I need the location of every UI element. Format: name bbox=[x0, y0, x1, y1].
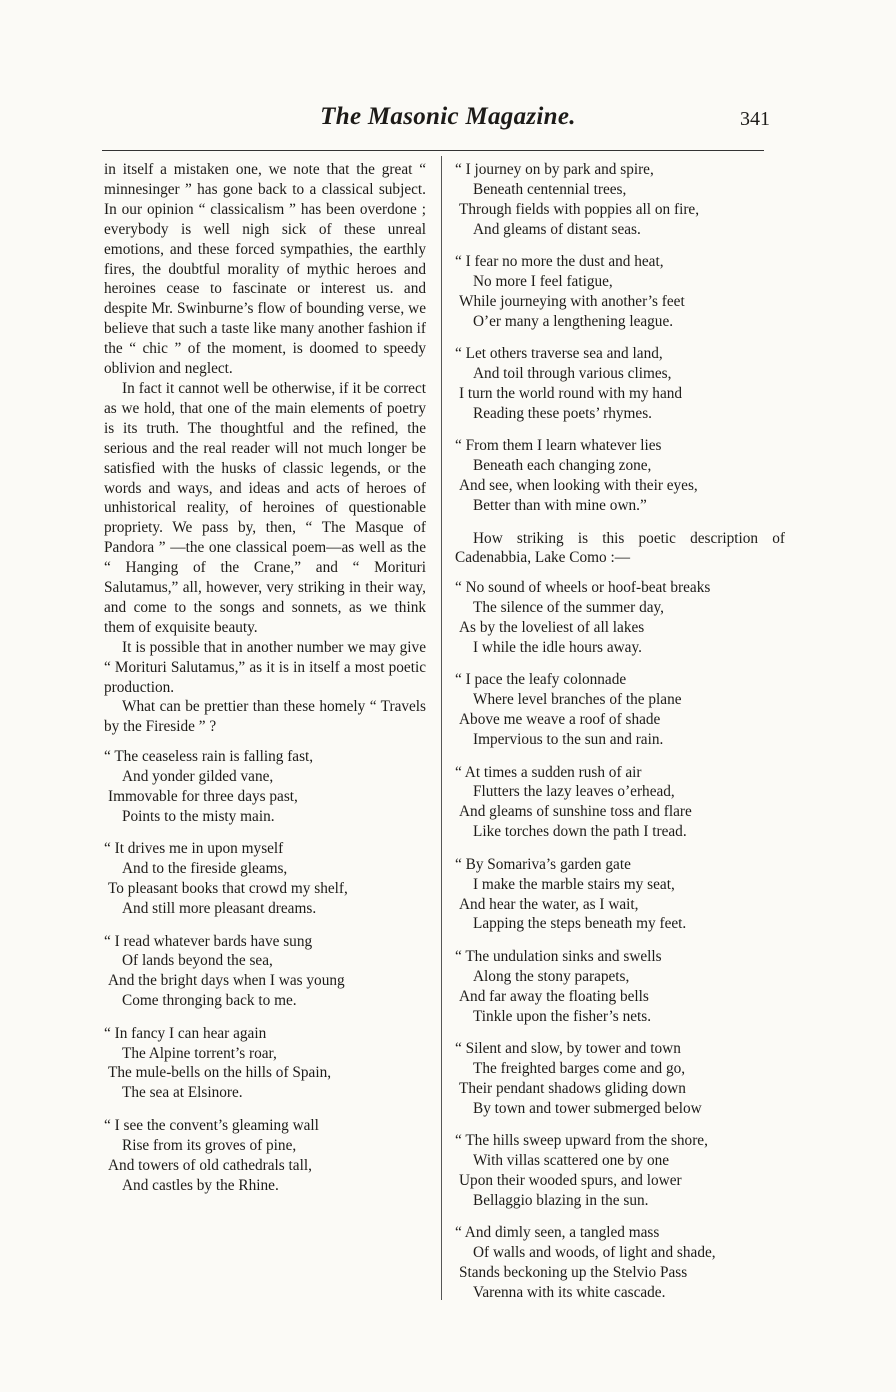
verse-line: And hear the water, as I wait, bbox=[459, 895, 639, 913]
verse-line: Lapping the steps beneath my feet. bbox=[473, 915, 687, 933]
verse-line: Their pendant shadows gliding down bbox=[459, 1079, 686, 1097]
verse-line: And see, when looking with their eyes, bbox=[459, 477, 698, 495]
verse-line: And toil through various climes, bbox=[473, 365, 672, 383]
verse-line: “ The hills sweep upward from the shore, bbox=[455, 1132, 708, 1150]
verse-line: “ I see the convent’s gleaming wall bbox=[104, 1116, 319, 1134]
stanza bbox=[455, 252, 785, 332]
verse-line: The sea at Elsinore. bbox=[122, 1084, 243, 1102]
verse-line: I make the marble stairs my seat, bbox=[473, 875, 675, 893]
verse-line: Better than with mine own.” bbox=[473, 497, 647, 515]
verse-line: Come thronging back to me. bbox=[122, 992, 297, 1010]
verse-line: “ And dimly seen, a tangled mass bbox=[455, 1224, 660, 1242]
verse-line: And far away the floating bells bbox=[459, 987, 649, 1005]
stanza bbox=[104, 839, 426, 919]
verse-line: And to the fireside gleams, bbox=[122, 860, 288, 878]
stanza bbox=[104, 1024, 426, 1104]
verse-line: “ By Somariva’s garden gate bbox=[455, 855, 631, 873]
verse-line: “ It drives me in upon myself bbox=[104, 840, 284, 858]
stanza bbox=[455, 160, 785, 240]
verse-line: Reading these poets’ rhymes. bbox=[473, 404, 652, 422]
verse-line: No more I feel fatigue, bbox=[473, 273, 613, 291]
verse-line: “ The ceaseless rain is falling fast, bbox=[104, 748, 314, 766]
verse-line: With villas scattered one by one bbox=[473, 1151, 670, 1169]
stanza bbox=[455, 855, 785, 935]
stanza bbox=[104, 747, 426, 827]
verse-line: Stands beckoning up the Stelvio Pass bbox=[459, 1264, 688, 1281]
left-column bbox=[104, 160, 426, 1208]
verse-line: Upon their wooded spurs, and lower bbox=[459, 1171, 682, 1189]
stanza bbox=[455, 947, 785, 1027]
verse-line: By town and tower submerged below bbox=[473, 1099, 702, 1117]
verse-line: Impervious to the sun and rain. bbox=[473, 731, 664, 749]
verse-line: Along the stony parapets, bbox=[473, 967, 630, 985]
paragraph: What can be prettier than these homely “ Travels by the Fireside ” ? bbox=[104, 698, 426, 736]
paragraph: How striking is this poetic description of Cadenabbia, Lake Como :— bbox=[455, 529, 785, 567]
paragraph: It is possible that in another number we may give “ Morituri Salutamus,” as it is in itself a most poetic production. bbox=[104, 638, 426, 696]
verse-line: Immovable for three days past, bbox=[108, 788, 298, 806]
verse-line: I turn the world round with my hand bbox=[459, 385, 683, 403]
stanza bbox=[104, 932, 426, 1012]
verse-line: The mule-bells on the hills of Spain, bbox=[108, 1064, 332, 1082]
stanza bbox=[455, 1039, 785, 1119]
verse-line: Tinkle upon the fisher’s nets. bbox=[473, 1007, 652, 1025]
verse-line: Points to the misty main. bbox=[122, 808, 275, 825]
poem-travels-by-the-fireside bbox=[104, 747, 426, 1195]
verse-line: “ From them I learn whatever lies bbox=[455, 437, 662, 455]
verse-line: And still more pleasant dreams. bbox=[122, 900, 317, 918]
verse-line: “ In fancy I can hear again bbox=[104, 1024, 267, 1042]
paragraph: In fact it cannot well be otherwise, if it be correct as we hold, that one of the main elements of poetry is its truth. The thoughtful and the refined, the serious and the real reader will not much longer be satisfied with the husks of classic legends, or the words and ways, and ideas and acts of heroes of unhistorical reality, of heroines of questionable propriety. We pass by, then, “ The Masque of Pandora ” —the one classical poem—as well as the “ Hanging of the Crane,” and “ Morituri Salutamus,” all, however, very striking in their way, and come to the songs and sonnets, as we think them of exquisite beauty. bbox=[104, 379, 426, 636]
stanza bbox=[455, 344, 785, 424]
prose-block bbox=[455, 529, 785, 569]
verse-line: “ I fear no more the dust and heat, bbox=[455, 253, 664, 271]
verse-line: “ At times a sudden rush of air bbox=[455, 763, 642, 781]
header-rule bbox=[102, 150, 764, 151]
running-title: The Masonic Magazine. bbox=[320, 103, 576, 130]
stanza bbox=[455, 578, 785, 658]
verse-line: And yonder gilded vane, bbox=[122, 768, 274, 786]
verse-line: Through fields with poppies all on fire, bbox=[459, 200, 700, 218]
verse-line: Of walls and woods, of light and shade, bbox=[473, 1244, 716, 1262]
stanza bbox=[455, 670, 785, 750]
verse-line: As by the loveliest of all lakes bbox=[459, 619, 645, 637]
verse-line: Flutters the lazy leaves o’erhead, bbox=[473, 783, 675, 801]
verse-line: The Alpine torrent’s roar, bbox=[122, 1044, 277, 1062]
verse-line: And gleams of distant seas. bbox=[473, 220, 641, 238]
stanza bbox=[455, 763, 785, 843]
verse-line: And gleams of sunshine toss and flare bbox=[459, 803, 692, 821]
verse-line: Like torches down the path I tread. bbox=[473, 823, 687, 841]
verse-line: “ I journey on by park and spire, bbox=[455, 161, 654, 178]
verse-line: And castles by the Rhine. bbox=[122, 1176, 279, 1194]
stanza bbox=[455, 1223, 785, 1303]
verse-line: I while the idle hours away. bbox=[473, 639, 642, 657]
verse-line: And the bright days when I was young bbox=[108, 972, 345, 990]
stanza bbox=[455, 1131, 785, 1211]
page-number: 341 bbox=[740, 108, 770, 130]
verse-line: “ The undulation sinks and swells bbox=[455, 947, 662, 965]
verse-line: Bellaggio blazing in the sun. bbox=[473, 1191, 649, 1209]
verse-line: To pleasant books that crowd my shelf, bbox=[108, 880, 348, 898]
right-column bbox=[455, 160, 785, 1315]
verse-line: While journeying with another’s feet bbox=[459, 292, 685, 310]
paragraph: in itself a mistaken one, we note that the great “ minnesinger ” has gone back to a classical subject. In our opinion “ classicalism ” has been overdone ; everybody is well nigh sick of these unreal emotions, and these forced sympathies, the earthly fires, the doubtful morality of mythic heroes and heroines cease to fascinate or interest us. and despite Mr. Swinburne’s flow of bounding verse, we believe that such a taste like many another fashion if the “ chic ” of the moment, is doomed to speedy oblivion and neglect. bbox=[104, 161, 426, 378]
verse-line: “ No sound of wheels or hoof-beat breaks bbox=[455, 579, 711, 597]
verse-line: Beneath centennial trees, bbox=[473, 180, 627, 198]
verse-line: Where level branches of the plane bbox=[473, 691, 682, 709]
verse-line: O’er many a lengthening league. bbox=[473, 312, 674, 330]
column-divider bbox=[441, 156, 442, 1300]
stanza bbox=[455, 436, 785, 516]
verse-line: “ Silent and slow, by tower and town bbox=[455, 1039, 681, 1057]
verse-line: Above me weave a roof of shade bbox=[459, 711, 661, 729]
verse-line: Of lands beyond the sea, bbox=[122, 952, 273, 970]
verse-line: Rise from its groves of pine, bbox=[122, 1136, 297, 1154]
verse-line: Beneath each changing zone, bbox=[473, 457, 652, 475]
poem-travels-continued bbox=[455, 160, 785, 516]
verse-line: “ Let others traverse sea and land, bbox=[455, 345, 663, 363]
stanza bbox=[104, 1116, 426, 1196]
verse-line: “ I read whatever bards have sung bbox=[104, 932, 313, 950]
verse-line: The silence of the summer day, bbox=[473, 599, 665, 617]
poem-cadenabbia bbox=[455, 578, 785, 1303]
verse-line: The freighted barges come and go, bbox=[473, 1059, 686, 1077]
verse-line: And towers of old cathedrals tall, bbox=[108, 1156, 312, 1174]
verse-line: Varenna with its white cascade. bbox=[473, 1283, 666, 1301]
verse-line: “ I pace the leafy colonnade bbox=[455, 671, 627, 689]
